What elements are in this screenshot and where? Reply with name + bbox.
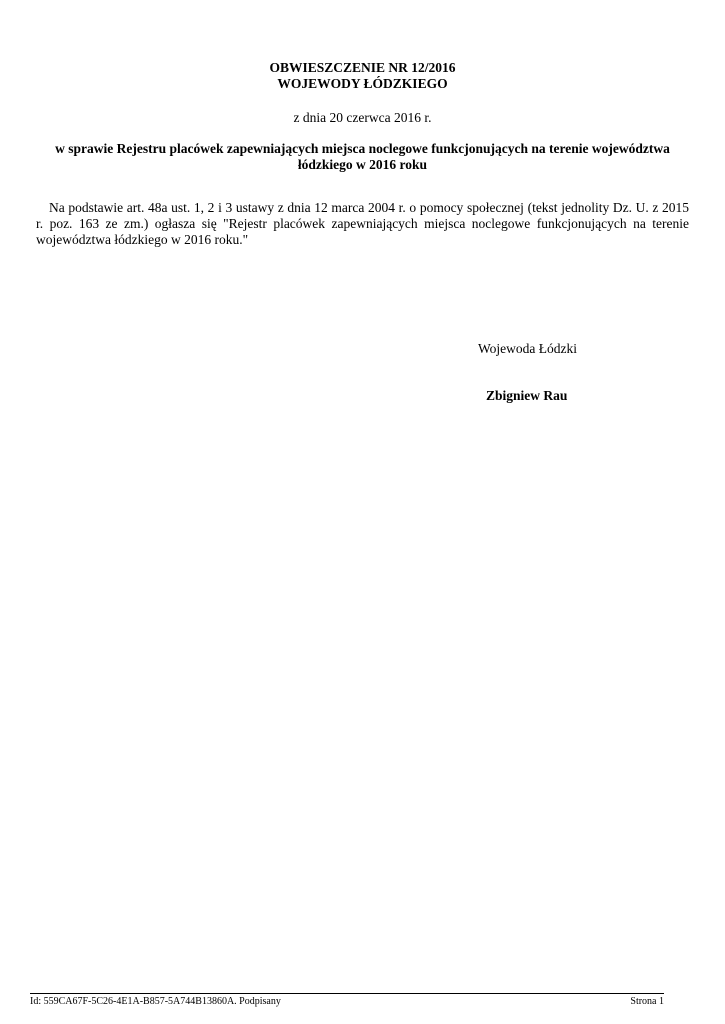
document-subject: w sprawie Rejestru placówek zapewniających miejsca noclegowe funkcjonujących na terenie województwa łódzkiego w 2016 roku bbox=[55, 141, 670, 172]
signer-role: Wojewoda Łódzki bbox=[478, 341, 578, 356]
signer-name: Zbigniew Rau bbox=[486, 388, 568, 403]
document-title bbox=[0, 60, 725, 92]
footer-page-number: Strona 1 bbox=[630, 996, 664, 1007]
document-date: z dnia 20 czerwca 2016 r. bbox=[293, 110, 432, 125]
title-line-2: WOJEWODY ŁÓDZKIEGO bbox=[277, 76, 448, 91]
document-body: Na podstawie art. 48a ust. 1, 2 i 3 ustawy z dnia 12 marca 2004 r. o pomocy społecznej (tekst jednolity Dz. U. z 2015 r. poz. 163 ze zm.) ogłasza się "Rejestr placówek zapewniających miejsca noclegowe funkcjonujących na terenie województwa łódzkiego w 2016 roku." bbox=[36, 200, 689, 247]
title-line-1: OBWIESZCZENIE NR 12/2016 bbox=[269, 60, 456, 75]
footer-divider bbox=[30, 993, 664, 994]
footer-document-id: Id: 559CA67F-5C26-4E1A-B857-5A744B13860A. Podpisany bbox=[30, 996, 281, 1007]
